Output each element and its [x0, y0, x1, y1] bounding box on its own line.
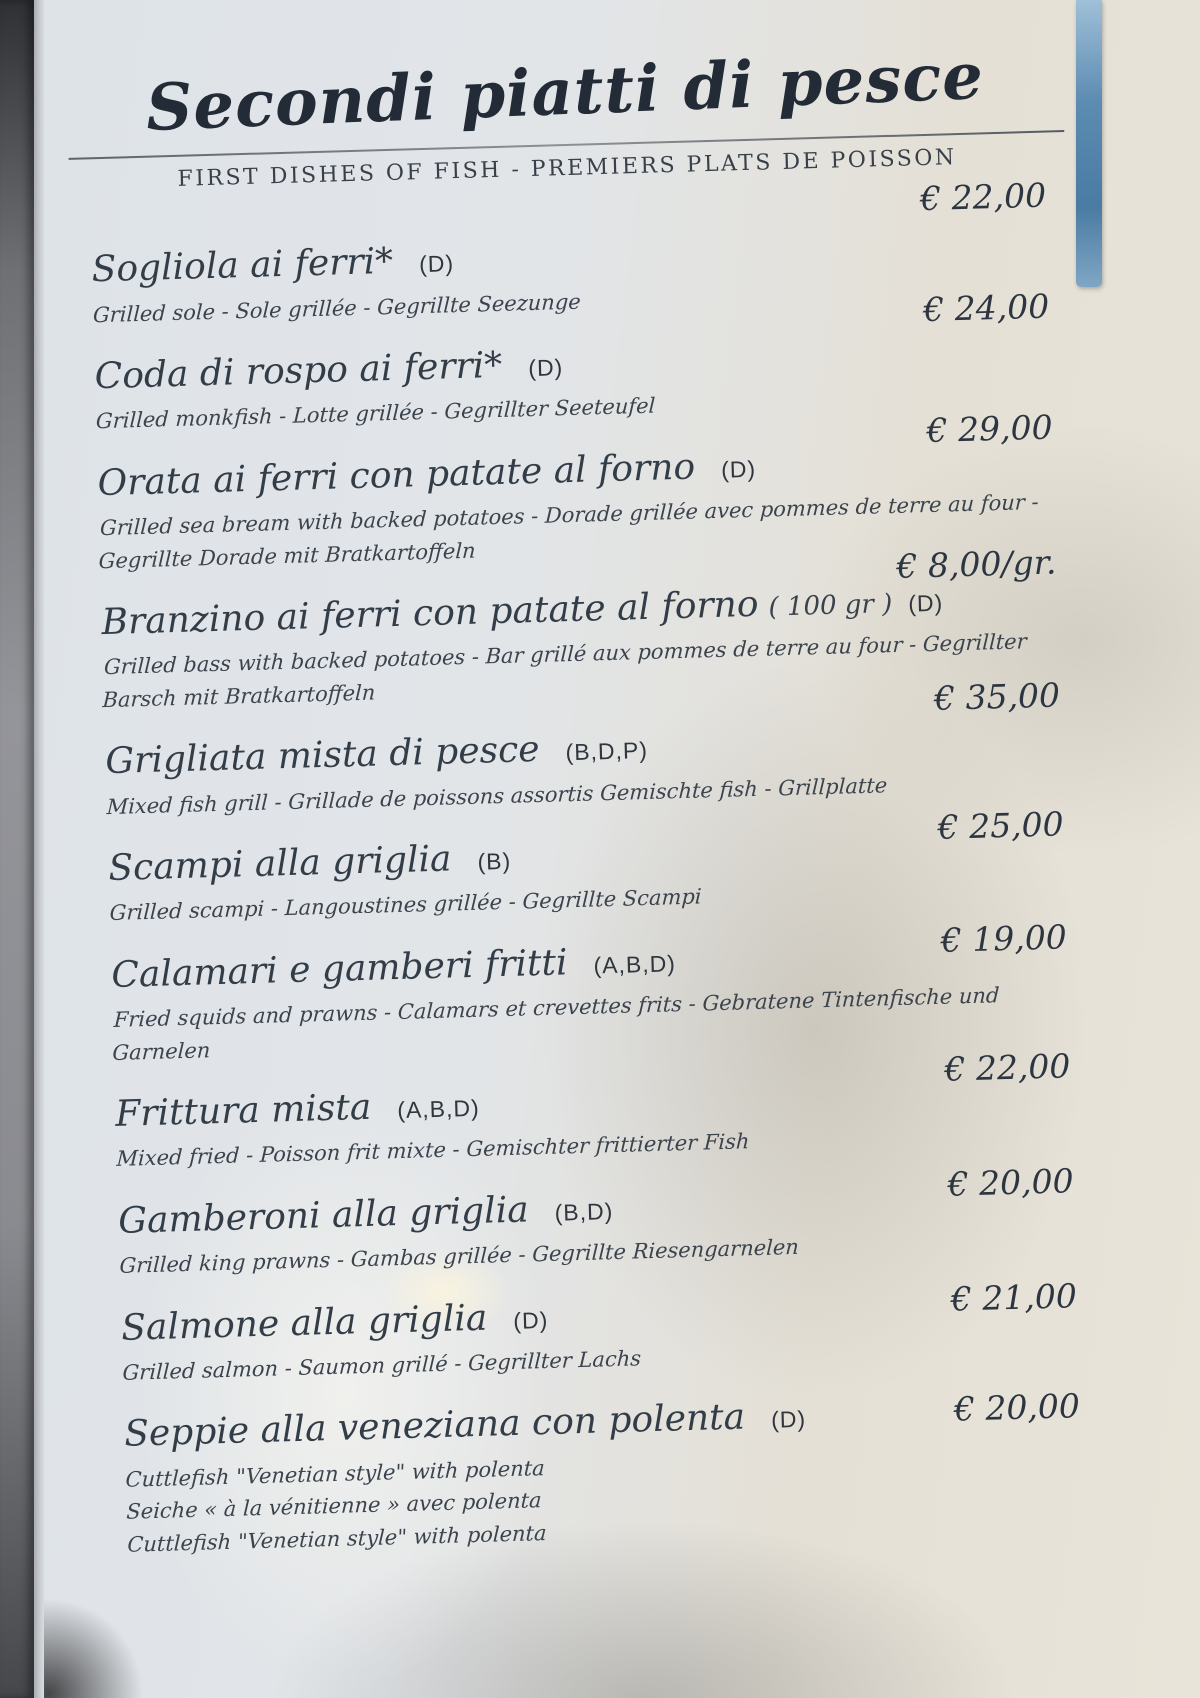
dish-description: Grilled sole - Sole grillée - Gegrillte Seezunge — [92, 289, 582, 327]
dish-description: Grilled bass with backed potatoes - Bar grillé aux pommes de terre au four - Gegrillter Barsch mit Bratkartoffeln — [102, 629, 1028, 713]
dish-allergen-codes: (B) — [477, 847, 512, 875]
dish-name: Scampi alla griglia — [107, 838, 453, 890]
dish-portion-note — [755, 1406, 756, 1436]
menu-page — [44, 0, 1200, 1698]
dish-allergen-codes: (B,D,P) — [565, 737, 649, 766]
page-title: Secondi piatti di pesce — [144, 38, 986, 147]
dish-portion-note — [497, 1306, 498, 1336]
dish-description: Mixed fried - Poisson frit mixte - Gemischter frittierter Fish — [116, 1129, 751, 1172]
dish-portion-note — [549, 738, 550, 768]
dish-description: Mixed fish grill - Grillade de poissons assortis Gemischte fish - Grillplatte — [106, 772, 888, 819]
dish-price: € 25,00 — [937, 804, 1065, 848]
page-subtitle: FIRST DISHES OF FISH - PREMIERS PLATS DE POISSON — [177, 145, 957, 193]
sleeve-edge — [34, 0, 44, 1698]
dish-description: Grilled monkfish - Lotte grillée - Gegrillter Seeteufel — [95, 393, 656, 434]
dish-name: Salmone alla griglia — [120, 1297, 488, 1349]
dish-name: Sogliola ai ferri* — [91, 241, 394, 291]
dish-allergen-codes: (A,B,D) — [593, 950, 677, 979]
dish-name: Gamberoni alla griglia — [117, 1189, 530, 1242]
menu-item — [117, 1161, 1076, 1282]
menu-item — [91, 175, 1049, 331]
dish-portion-note — [577, 951, 578, 981]
menu-content — [86, 38, 1084, 1585]
menu-items — [91, 175, 1083, 1561]
dish-portion-note — [705, 455, 706, 485]
dish-allergen-codes: (D) — [907, 589, 944, 617]
dish-portion-note: ( 100 gr ) — [768, 589, 893, 623]
dish-description: Cuttlefish "Venetian style" with polenta — [126, 1520, 548, 1557]
dish-portion-note — [538, 1198, 539, 1228]
dish-price: € 24,00 — [922, 286, 1050, 330]
dish-description: Seiche « à la vénitienne » avec polenta — [125, 1488, 543, 1524]
dish-allergen-codes: (A,B,D) — [396, 1094, 481, 1124]
menu-holder-blue-strip — [1076, 0, 1102, 287]
dish-name: Calamari e gamberi fritti — [110, 942, 568, 996]
dish-name: Coda di rospo ai ferri* — [94, 344, 503, 398]
dish-price: € 35,00 — [933, 675, 1061, 719]
dish-price: € 20,00 — [953, 1386, 1081, 1430]
menu-item — [104, 675, 1063, 823]
dish-name: Grigliata mista di pesce — [104, 729, 541, 783]
dish-allergen-codes: (D) — [418, 250, 455, 278]
dish-portion-note — [403, 250, 404, 280]
dish-allergen-codes: (D) — [512, 1306, 549, 1334]
dish-price: € 21,00 — [950, 1275, 1078, 1319]
menu-item — [107, 804, 1066, 930]
dish-price: € 8,00/gr. — [895, 542, 1057, 587]
dish-price: € 20,00 — [947, 1161, 1075, 1204]
menu-item — [114, 1046, 1073, 1175]
menu-header — [86, 38, 1045, 195]
dish-price: € 22,00 — [919, 175, 1047, 219]
dish-portion-note — [381, 1096, 382, 1126]
dish-portion-note — [512, 354, 513, 384]
menu-item — [110, 917, 1070, 1069]
dish-description: Grilled salmon - Saumon grillé - Gegrillter Lachs — [122, 1346, 642, 1385]
dish-price: € 19,00 — [940, 917, 1068, 960]
dish-description: Fried squids and prawns - Calamars et crevettes frits - Gebratene Tintenfische und Garnelen — [111, 983, 1000, 1065]
menu-item — [124, 1387, 1084, 1561]
dish-description: Grilled scampi - Langoustines grillée - Gegrillte Scampi — [109, 884, 703, 926]
dish-allergen-codes: (B,D) — [554, 1197, 614, 1226]
dish-allergen-codes: (D) — [770, 1406, 807, 1434]
dish-description: Grilled sea bream with backed potatoes - Dorade grillée avec pommes de terre au four - Gegrillte Dorade mit Bratkartoffeln — [98, 489, 1040, 573]
binder-edge — [0, 0, 34, 1698]
dish-price: € 29,00 — [926, 407, 1054, 450]
menu-item — [120, 1275, 1079, 1389]
dish-description: Cuttlefish "Venetian style" with polenta — [125, 1455, 546, 1492]
dish-price: € 22,00 — [943, 1046, 1071, 1089]
dish-name: Orata ai ferri con patate al forno — [97, 446, 696, 505]
dish-allergen-codes: (D) — [720, 455, 757, 483]
dish-descriptions — [125, 1437, 1083, 1561]
menu-item — [101, 542, 1060, 717]
dish-description: Grilled king prawns - Gambas grillée - Gegrillte Riesengarnelen — [119, 1234, 800, 1278]
dish-name: Seppie alla veneziana con polenta — [123, 1396, 746, 1456]
dish-name: Branzino ai ferri con patate al forno — [101, 583, 760, 644]
dish-portion-note — [461, 847, 462, 877]
dish-allergen-codes: (D) — [527, 354, 564, 382]
dish-name: Frittura mista — [114, 1086, 372, 1136]
